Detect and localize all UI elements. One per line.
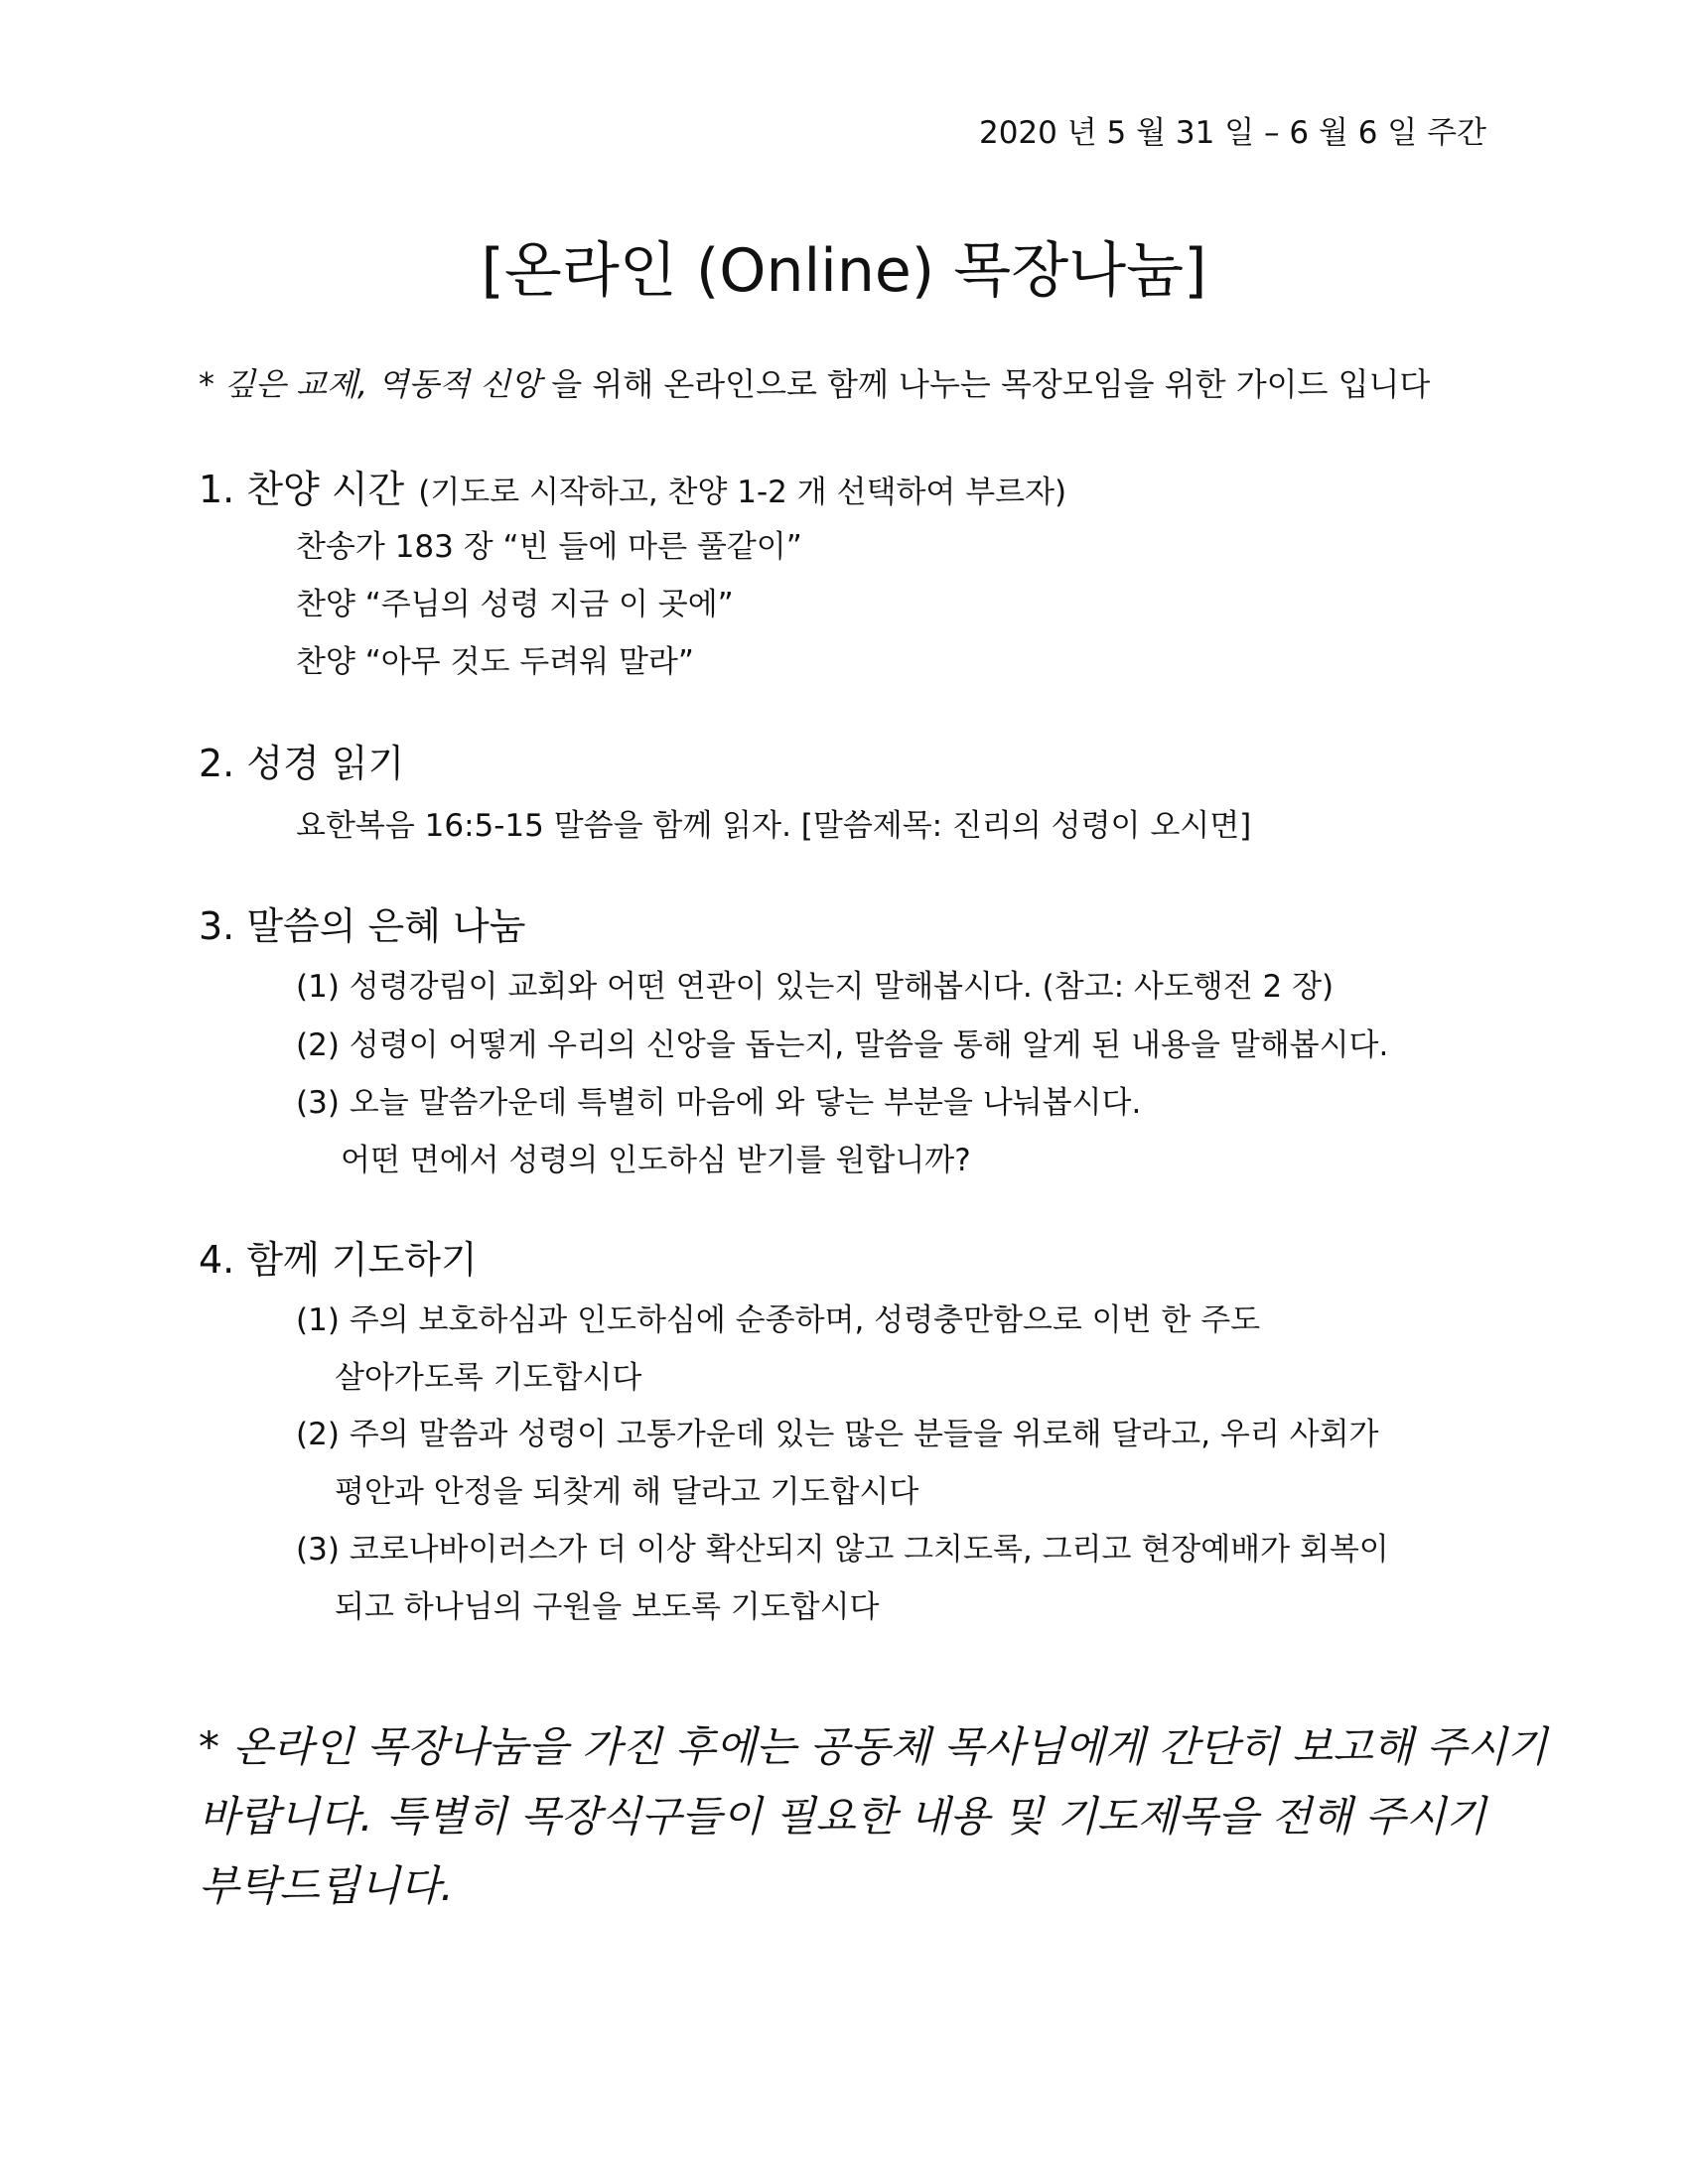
section-2-line-1: 요한복음 16:5-15 말씀을 함께 읽자. [말씀제목: 진리의 성령이 오시면] <box>296 808 1252 844</box>
intro-prefix: * <box>199 365 225 403</box>
section-4-title: 4. 함께 기도하기 <box>199 1238 478 1282</box>
closing-line-2: 바랍니다. 특별히 목장식구들이 필요한 내용 및 기도제목을 전해 주시기 <box>199 1792 1486 1841</box>
section-1-line-1: 찬송가 183 장 “빈 들에 마른 풀같이” <box>296 529 802 565</box>
section-3-line-2: (2) 성령이 어떻게 우리의 신앙을 돕는지, 말씀을 통해 알게 된 내용을 말해봅시다. <box>296 1027 1389 1063</box>
section-2-title: 2. 성경 읽기 <box>199 742 405 785</box>
week-date: 2020 년 5 월 31 일 – 6 월 6 일 주간 <box>978 115 1486 151</box>
section-4-line-6: 되고 하나님의 구원을 보도록 기도합시다 <box>335 1589 880 1625</box>
section-4-line-3: (2) 주의 말씀과 성령이 고통가운데 있는 많은 분들을 위로해 달라고, 우리 사회가 <box>296 1417 1379 1452</box>
section-1-line-3: 찬양 “아무 것도 두려워 말라” <box>296 644 694 680</box>
page-title: [온라인 (Online) 목장나눔] <box>481 236 1207 306</box>
section-4-line-1: (1) 주의 보호하심과 인도하심에 순종하며, 성령충만함으로 이번 한 주도 <box>296 1302 1261 1338</box>
section-1-note: (기도로 시작하고, 찬양 1-2 개 선택하여 부르자) <box>418 475 1067 510</box>
section-1-line-2: 찬양 “주님의 성령 지금 이 곳에” <box>296 587 734 622</box>
closing-line-3: 부탁드립니다. <box>199 1861 454 1910</box>
section-4-line-5: (3) 코로나바이러스가 더 이상 확산되지 않고 그치도록, 그리고 현장예배가 회복이 <box>296 1532 1389 1568</box>
section-4-line-4: 평안과 안정을 되찾게 해 달라고 기도합시다 <box>335 1474 919 1510</box>
section-1-title <box>199 459 1066 513</box>
intro-emphasis: 깊은 교제, 역동적 신앙 <box>224 365 542 403</box>
section-3-line-3: (3) 오늘 말씀가운데 특별히 마음에 와 닿는 부분을 나눠봅시다. <box>296 1085 1142 1121</box>
section-3-title: 3. 말씀의 은혜 나눔 <box>199 904 526 948</box>
intro-text: 을 위해 온라인으로 함께 나누는 목장모임을 위한 가이드 입니다 <box>541 365 1431 403</box>
section-4-line-2: 살아가도록 기도합시다 <box>335 1360 642 1396</box>
intro-line <box>199 359 1430 405</box>
closing-line-1: * 온라인 목장나눔을 가진 후에는 공동체 목사님에게 간단히 보고해 주시기 <box>199 1722 1548 1771</box>
section-3-line-4: 어떤 면에서 성령의 인도하심 받기를 원합니까? <box>341 1143 971 1178</box>
section-3-line-1: (1) 성령강림이 교회와 어떤 연관이 있는지 말해봅시다. (참고: 사도행전 2 장) <box>296 969 1335 1005</box>
section-1-heading: 1. 찬양 시간 <box>199 468 405 511</box>
